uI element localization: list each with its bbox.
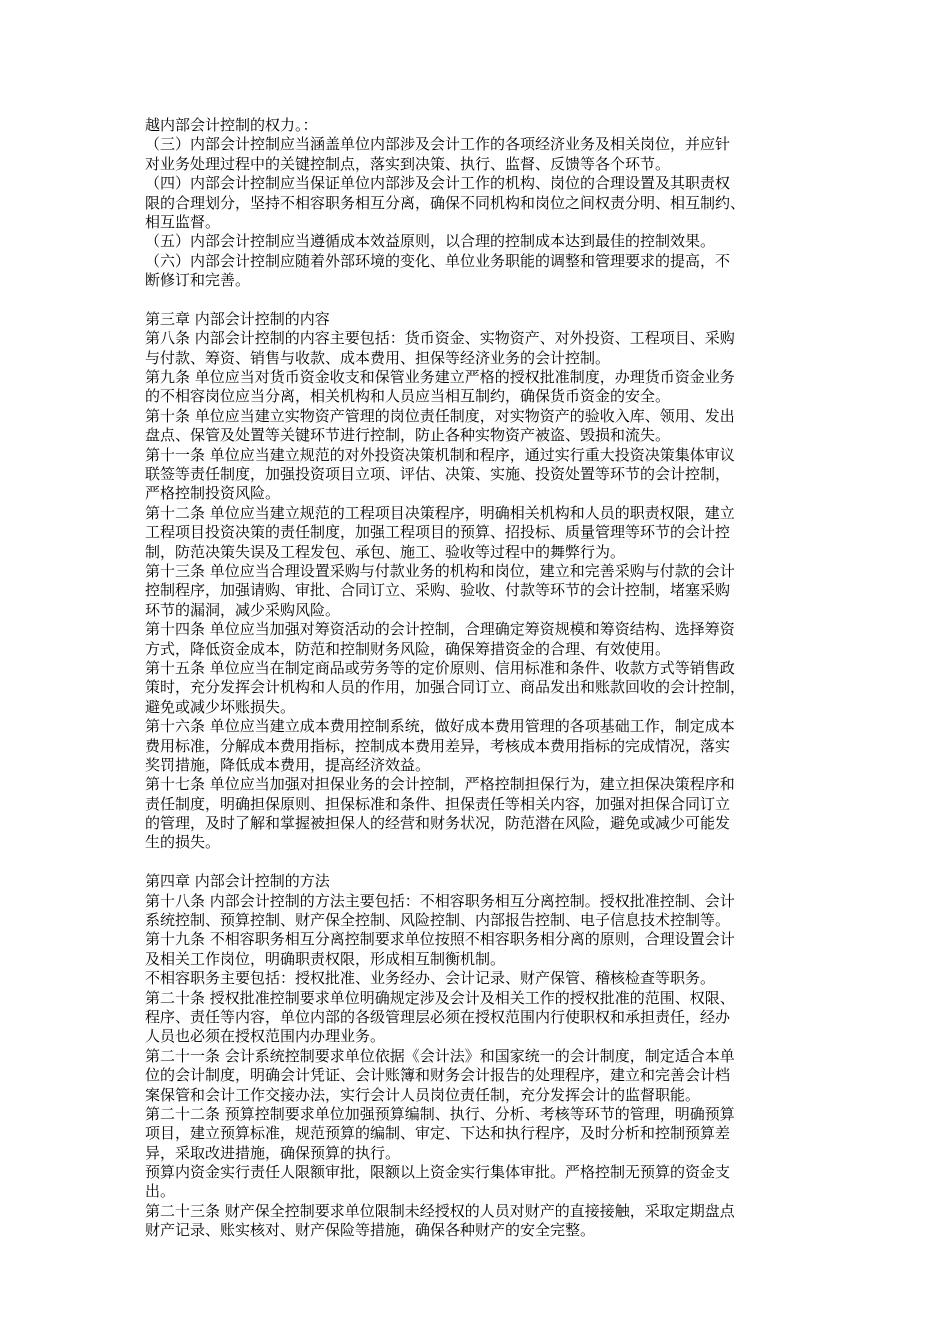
- text-line: 预算内资金实行责任人限额审批，限额以上资金实行集体审批。严格控制无预算的资金支: [145, 1163, 731, 1182]
- text-line: 第八条 内部会计控制的内容主要包括：货币资金、实物资产、对外投资、工程项目、采购: [145, 329, 735, 348]
- text-line: （四）内部会计控制应当保证单位内部涉及会计工作的机构、岗位的合理设置及其职责权: [145, 174, 731, 193]
- text-line: 费用标准，分解成本费用指标，控制成本费用差异，考核成本费用指标的完成情况，落实: [145, 736, 731, 755]
- text-line: （五）内部会计控制应当遵循成本效益原则，以合理的控制成本达到最佳的控制效果。: [145, 232, 716, 251]
- text-line: 财产记录、账实核对、财产保险等措施，确保各种财产的安全完整。: [145, 1221, 596, 1240]
- text-line: 与付款、筹资、销售与收款、成本费用、担保等经济业务的会计控制。: [145, 348, 611, 367]
- text-line: 第十五条 单位应当在制定商品或劳务等的定价原则、信用标准和条件、收款方式等销售政: [145, 658, 735, 677]
- text-line: 方式，降低资金成本，防范和控制财务风险，确保筹措资金的合理、有效使用。: [145, 639, 671, 658]
- text-line: 第二十条 授权批准控制要求单位明确规定涉及会计及相关工作的授权批准的范围、权限、: [145, 988, 735, 1007]
- text-line: 严格控制投资风险。: [145, 484, 281, 503]
- text-line: 位的会计制度，明确会计凭证、会计账簿和财务会计报告的处理程序，建立和完善会计档: [145, 1066, 731, 1085]
- text-line: 制，防范决策失误及工程发包、承包、施工、验收等过程中的舞弊行为。: [145, 542, 626, 561]
- text-line: （三）内部会计控制应当涵盖单位内部涉及会计工作的各项经济业务及相关岗位，并应针: [145, 135, 731, 154]
- text-line: 对业务处理过程中的关键控制点，落实到决策、执行、监督、反馈等各个环节。: [145, 154, 671, 173]
- text-line: 生的损失。: [145, 833, 221, 852]
- blank-line: [145, 291, 815, 310]
- text-line: 第十一条 单位应当建立规范的对外投资决策机制和程序，通过实行重大投资决策集体审议: [145, 445, 735, 464]
- text-line: 不相容职务主要包括：授权批准、业务经办、会计记录、财产保管、稽核检查等职务。: [145, 969, 716, 988]
- text-line: 第二十三条 财产保全控制要求单位限制未经授权的人员对财产的直接接触，采取定期盘点: [145, 1201, 735, 1220]
- text-line: 案保管和会计工作交接办法，实行会计人员岗位责任制，充分发挥会计的监督职能。: [145, 1085, 701, 1104]
- text-line: 异，采取改进措施，确保预算的执行。: [145, 1143, 401, 1162]
- text-line: 第十四条 单位应当加强对筹资活动的会计控制，合理确定筹资规模和筹资结构、选择筹资: [145, 620, 735, 639]
- document-page: [145, 116, 815, 1241]
- text-line: 越内部会计控制的权力。：: [145, 116, 318, 134]
- text-line: 程序、责任等内容，单位内部的各级管理层必须在授权范围内行使职权和承担责任，经办: [145, 1007, 731, 1026]
- text-line: 避免或减少坏账损失。: [145, 697, 296, 716]
- text-line: 的不相容岗位应当分离，相关机构和人员应当相互制约，确保货币资金的安全。: [145, 387, 671, 406]
- chapter-heading: 第四章 内部会计控制的方法: [145, 872, 330, 891]
- text-line: 的管理，及时了解和掌握被担保人的经营和财务状况，防范潜在风险，避免或减少可能发: [145, 814, 731, 833]
- text-line: 第十八条 内部会计控制的方法主要包括：不相容职务相互分离控制。授权批准控制、会计: [145, 891, 735, 910]
- text-line: 第十九条 不相容职务相互分离控制要求单位按照不相容职务相分离的原则，合理设置会计: [145, 930, 735, 949]
- text-line: 断修订和完善。: [145, 271, 251, 290]
- text-line: 责任制度，明确担保原则、担保标准和条件、担保责任等相关内容，加强对担保合同订立: [145, 794, 731, 813]
- text-line: 限的合理划分，坚持不相容职务相互分离，确保不同机构和岗位之间权责分明、相互制约、: [145, 193, 746, 212]
- text-line: 联签等责任制度，加强投资项目立项、评估、决策、实施、投资处置等环节的会计控制，: [145, 465, 731, 484]
- text-line: 第十条 单位应当建立实物资产管理的岗位责任制度，对实物资产的验收入库、领用、发出: [145, 406, 735, 425]
- blank-line: [145, 853, 815, 872]
- text-line: （六）内部会计控制应随着外部环境的变化、单位业务职能的调整和管理要求的提高，不: [145, 251, 731, 270]
- text-line: 人员也必须在授权范围内办理业务。: [145, 1027, 386, 1046]
- text-line: 策时，充分发挥会计机构和人员的作用，加强合同订立、商品发出和账款回收的会计控制，: [145, 678, 746, 697]
- text-line: 出。: [145, 1182, 176, 1201]
- text-line: 相互监督。: [145, 212, 221, 231]
- text-line: 控制程序，加强请购、审批、合同订立、采购、验收、付款等环节的会计控制，堵塞采购: [145, 581, 731, 600]
- text-line: 第二十一条 会计系统控制要求单位依据《会计法》和国家统一的会计制度，制定适合本单: [145, 1046, 735, 1065]
- text-line: 奖罚措施，降低成本费用，提高经济效益。: [145, 755, 431, 774]
- text-line: 工程项目投资决策的责任制度，加强工程项目的预算、招投标、质量管理等环节的会计控: [145, 523, 731, 542]
- text-line: 及相关工作岗位，明确职责权限，形成相互制衡机制。: [145, 949, 506, 968]
- text-line: 第九条 单位应当对货币资金收支和保管业务建立严格的授权批准制度，办理货币资金业务: [145, 368, 735, 387]
- text-line: 项目，建立预算标准，规范预算的编制、审定、下达和执行程序，及时分析和控制预算差: [145, 1124, 731, 1143]
- text-line: 第十七条 单位应当加强对担保业务的会计控制，严格控制担保行为，建立担保决策程序和: [145, 775, 735, 794]
- text-line: 第十六条 单位应当建立成本费用控制系统，做好成本费用管理的各项基础工作，制定成本: [145, 717, 735, 736]
- text-line: 盘点、保管及处置等关键环节进行控制，防止各种实物资产被盗、毁损和流失。: [145, 426, 671, 445]
- text-line: 第二十二条 预算控制要求单位加强预算编制、执行、分析、考核等环节的管理，明确预算: [145, 1104, 735, 1123]
- text-line: 第十二条 单位应当建立规范的工程项目决策程序，明确相关机构和人员的职责权限，建立: [145, 503, 735, 522]
- text-line: 系统控制、预算控制、财产保全控制、风险控制、内部报告控制、电子信息技术控制等。: [145, 911, 731, 930]
- text-line: 第十三条 单位应当合理设置采购与付款业务的机构和岗位，建立和完善采购与付款的会计: [145, 561, 735, 580]
- text-line: 环节的漏洞，减少采购风险。: [145, 600, 341, 619]
- chapter-heading: 第三章 内部会计控制的内容: [145, 309, 330, 328]
